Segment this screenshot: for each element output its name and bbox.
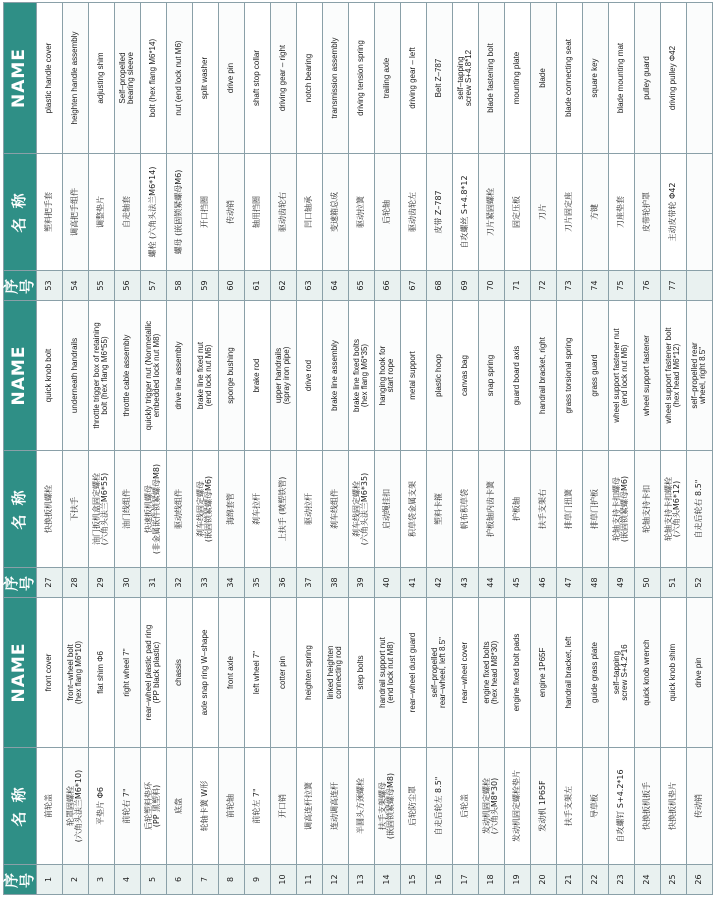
table-row	[62, 3, 88, 895]
part-name-cn: 轴用挡圈	[244, 154, 270, 271]
part-name-en: quick knob wrench	[634, 598, 660, 748]
parts-body	[36, 3, 712, 895]
part-number: 22	[582, 865, 608, 895]
part-number: 27	[36, 568, 62, 598]
part-name-cn: 轮罩固螺栓 (六角头法兰M6*10)	[62, 748, 88, 865]
part-name-cn: 前轮盖	[36, 748, 62, 865]
part-name-cn: 刹车线固定螺栓 (六角头法兰M6*35)	[348, 451, 374, 568]
part-number: 6	[166, 865, 192, 895]
part-number: 56	[114, 271, 140, 301]
part-name-cn: 皮带 Z–787	[426, 154, 452, 271]
part-name-cn: 后轮轴	[374, 154, 400, 271]
part-name-cn: 积草袋金属支架	[400, 451, 426, 568]
table-row	[348, 3, 374, 895]
part-name-en: blade fastening bolt	[478, 3, 504, 154]
part-number: 16	[426, 865, 452, 895]
part-name-cn: 前轮轴	[218, 748, 244, 865]
parts-table	[3, 2, 713, 895]
part-name-en: rear–wheel cover	[452, 598, 478, 748]
part-number: 61	[244, 271, 270, 301]
part-name-cn: 自走轴套	[114, 154, 140, 271]
part-name-en: quick knob bolt	[36, 301, 62, 451]
header-en: NAME	[4, 598, 37, 748]
part-name-en: grass guard	[582, 301, 608, 451]
table-row	[322, 3, 348, 895]
part-name-en: nut (end lock nut M6)	[166, 3, 192, 154]
part-number: 1	[36, 865, 62, 895]
part-name-en: brake line fixed nut (end lock nut M6)	[192, 301, 218, 451]
part-number: 21	[556, 865, 582, 895]
part-number: 55	[88, 271, 114, 301]
part-name-cn: 扶手支架左	[556, 748, 582, 865]
part-number: 24	[634, 865, 660, 895]
table-row	[140, 3, 166, 895]
part-name-cn: 刹车线组件	[322, 451, 348, 568]
part-name-en: wheel support fastener nut (end lock nut M6)	[608, 301, 634, 451]
part-number: 15	[400, 865, 426, 895]
part-number: 44	[478, 568, 504, 598]
part-number: 40	[374, 568, 400, 598]
part-name-cn: 调高把手组件	[62, 154, 88, 271]
part-name-en: front–wheel bolt (hex flang M6*10)	[62, 598, 88, 748]
header-no: 序号	[4, 865, 37, 895]
part-number: 13	[348, 865, 374, 895]
table-row	[608, 3, 634, 895]
part-name-cn: 自攻螺丝 S+4.8*12	[452, 154, 478, 271]
part-name-en: brake line assembly	[322, 301, 348, 451]
table-row	[244, 3, 270, 895]
part-name-en: heighten handle assembly	[62, 3, 88, 154]
part-name-en: self–tapping screw S+4.8*12	[452, 3, 478, 154]
part-name-en: adjusting shim	[88, 3, 114, 154]
part-name-cn: 后轮防尘罩	[400, 748, 426, 865]
part-number: 4	[114, 865, 140, 895]
part-number: 30	[114, 568, 140, 598]
part-name-en: engine fixed bolt pads	[504, 598, 530, 748]
table-row	[660, 3, 686, 895]
part-number: 49	[608, 568, 634, 598]
part-number: 18	[478, 865, 504, 895]
part-number: 54	[62, 271, 88, 301]
part-number: 32	[166, 568, 192, 598]
part-name-cn: 刀片	[530, 154, 556, 271]
part-number: 65	[348, 271, 374, 301]
part-name-en: front axle	[218, 598, 244, 748]
part-name-en: handrail support nut (end lock nut M8)	[374, 598, 400, 748]
part-name-cn: 开口挡圈	[192, 154, 218, 271]
part-name-en: right wheel 7"	[114, 598, 140, 748]
header-cn: 名 称	[4, 154, 37, 271]
part-number: 20	[530, 865, 556, 895]
table-row	[36, 3, 62, 895]
part-number: 69	[452, 271, 478, 301]
part-name-en: quickly trigger nut (Nonmetallic embedded lock nut M8)	[140, 301, 166, 451]
part-name-en: self–propelled rear wheel, right 8.5"	[686, 301, 712, 451]
part-name-en: cotter pin	[270, 598, 296, 748]
table-row	[530, 3, 556, 895]
part-number: 74	[582, 271, 608, 301]
part-number: 35	[244, 568, 270, 598]
part-name-cn: 螺母 (嵌固锁紧螺母M6)	[166, 154, 192, 271]
part-name-en: left wheel 7"	[244, 598, 270, 748]
part-name-en: snap spring	[478, 301, 504, 451]
part-name-cn: 主动皮带轮 Φ42	[660, 154, 686, 271]
table-row	[374, 3, 400, 895]
part-name-en: Self–propelled bearing sleeve	[114, 3, 140, 154]
part-name-en: bolt (hex flang M6*14)	[140, 3, 166, 154]
part-name-cn: 连动调高连杆	[322, 748, 348, 865]
part-name-en: transmission assembly	[322, 3, 348, 154]
part-name-cn: 排草门扭簧	[556, 451, 582, 568]
part-name-cn: 传动销	[218, 154, 244, 271]
part-number: 23	[608, 865, 634, 895]
part-name-cn: 扶手支架螺母 (嵌固锁紧螺母M8)	[374, 748, 400, 865]
part-name-cn: 油门线组件	[114, 451, 140, 568]
part-name-en: upper handrails (spray iron pipe)	[270, 301, 296, 451]
part-name-en: drive pin	[686, 598, 712, 748]
part-name-en: self–propelled rear–wheel, left 8.5"	[426, 598, 452, 748]
part-number: 9	[244, 865, 270, 895]
part-name-en: blade connecting seat	[556, 3, 582, 154]
part-name-en: trailing axle	[374, 3, 400, 154]
part-name-en: throttle cable assembly	[114, 301, 140, 451]
part-name-en: axle snap ring W–shape	[192, 598, 218, 748]
part-name-en: shaft stop collar	[244, 3, 270, 154]
part-number: 34	[218, 568, 244, 598]
part-number: 60	[218, 271, 244, 301]
part-name-en: blade	[530, 3, 556, 154]
part-name-cn: 调整垫片	[88, 154, 114, 271]
part-name-en: brake line fixed bolts (hex flang M6*35)	[348, 301, 374, 451]
part-number: 72	[530, 271, 556, 301]
table-row	[478, 3, 504, 895]
part-number: 38	[322, 568, 348, 598]
part-number: 50	[634, 568, 660, 598]
part-number: 64	[322, 271, 348, 301]
part-name-cn: 驱动拉簧	[348, 154, 374, 271]
part-name-en: brake rod	[244, 301, 270, 451]
part-number: 37	[296, 568, 322, 598]
part-number: 53	[36, 271, 62, 301]
part-name-cn: 后轮盖	[452, 748, 478, 865]
part-name-en: engine fixed bolts (hex head M8*30)	[478, 598, 504, 748]
part-number: 17	[452, 865, 478, 895]
table-row	[192, 3, 218, 895]
part-name-en: underneath handrails	[62, 301, 88, 451]
part-number: 8	[218, 865, 244, 895]
part-name-en: driving gear – left	[400, 3, 426, 154]
part-number: 43	[452, 568, 478, 598]
part-name-en: drive pin	[218, 3, 244, 154]
part-number: 51	[660, 568, 686, 598]
part-number: 47	[556, 568, 582, 598]
part-name-en: guide grass plate	[582, 598, 608, 748]
part-number: 28	[62, 568, 88, 598]
part-name-cn: 快速扳机螺母 (非金属嵌件锁紧螺母M8)	[140, 451, 166, 568]
header-row	[4, 3, 37, 895]
part-name-cn: 上扶手 (喷塑铁管)	[270, 451, 296, 568]
part-name-cn: 驱动线组件	[166, 451, 192, 568]
part-name-en: flat shim Φ6	[88, 598, 114, 748]
part-name-cn: 固定压板	[504, 154, 530, 271]
part-name-cn: 自走后轮左 8.5"	[426, 748, 452, 865]
part-number: 62	[270, 271, 296, 301]
part-number: 29	[88, 568, 114, 598]
part-name-en: heighten spring	[296, 598, 322, 748]
part-number: 52	[686, 568, 712, 598]
part-name-cn: 皮带轮护罩	[634, 154, 660, 271]
table-row	[270, 3, 296, 895]
part-name-cn: 自攻螺钉 S+4.2*16	[608, 748, 634, 865]
part-number: 77	[660, 271, 686, 301]
part-number: 66	[374, 271, 400, 301]
part-name-cn: 海绵套管	[218, 451, 244, 568]
part-number: 31	[140, 568, 166, 598]
part-name-en: drive rod	[296, 301, 322, 451]
part-number: 68	[426, 271, 452, 301]
part-name-en: driving tension spring	[348, 3, 374, 154]
part-name-en: guard board axis	[504, 301, 530, 451]
part-name-en: wheel support fastener	[634, 301, 660, 451]
part-number: 58	[166, 271, 192, 301]
part-name-cn: 自走后轮右 8.5"	[686, 451, 712, 568]
part-number: 7	[192, 865, 218, 895]
part-name-cn: 凹口轴承	[296, 154, 322, 271]
part-name-cn: 排草门护板	[582, 451, 608, 568]
table-row	[166, 3, 192, 895]
part-name-en: rear–wheel dust guard	[400, 598, 426, 748]
part-name-cn: 扶手支架右	[530, 451, 556, 568]
part-number: 73	[556, 271, 582, 301]
part-name-en: rear–wheel plastic pad ring (PP black plastic)	[140, 598, 166, 748]
empty-cell	[686, 271, 712, 301]
table-row	[218, 3, 244, 895]
part-name-cn: 发动机固定螺栓 (六角头M8*30)	[478, 748, 504, 865]
part-number: 70	[478, 271, 504, 301]
part-number: 46	[530, 568, 556, 598]
part-name-cn: 快换扳机螺栓	[36, 451, 62, 568]
empty-cell	[686, 3, 712, 154]
part-name-en: plastic hoop	[426, 301, 452, 451]
part-name-cn: 变速箱总成	[322, 154, 348, 271]
part-number: 67	[400, 271, 426, 301]
part-name-cn: 刀片固定座	[556, 154, 582, 271]
part-name-cn: 平垫片 Φ6	[88, 748, 114, 865]
part-name-cn: 塑料卡箍	[426, 451, 452, 568]
part-name-cn: 下扶手	[62, 451, 88, 568]
table-row	[400, 3, 426, 895]
part-name-cn: 刀片紧固螺栓	[478, 154, 504, 271]
part-number: 3	[88, 865, 114, 895]
part-number: 59	[192, 271, 218, 301]
part-name-en: driving pulley Φ42	[660, 3, 686, 154]
part-name-cn: 快换扳机垫片	[660, 748, 686, 865]
part-name-cn: 底盘	[166, 748, 192, 865]
part-name-en: square key	[582, 3, 608, 154]
part-name-en: metal support	[400, 301, 426, 451]
part-name-cn: 启动绳挂扣	[374, 451, 400, 568]
part-name-en: quick knob shim	[660, 598, 686, 748]
part-name-en: mounting plate	[504, 3, 530, 154]
part-number: 41	[400, 568, 426, 598]
part-name-cn: 帆布积草袋	[452, 451, 478, 568]
part-name-en: throttle trigger box of retaining bolt (hex flang M6*55)	[88, 301, 114, 451]
part-number: 48	[582, 568, 608, 598]
part-name-en: split washer	[192, 3, 218, 154]
part-number: 5	[140, 865, 166, 895]
part-name-en: Belt Z–787	[426, 3, 452, 154]
part-number: 2	[62, 865, 88, 895]
part-name-cn: 驱动齿轮右	[270, 154, 296, 271]
part-name-en: blade mounting mat	[608, 3, 634, 154]
table-row	[88, 3, 114, 895]
part-number: 75	[608, 271, 634, 301]
part-name-en: front cover	[36, 598, 62, 748]
part-name-en: linked heighten connecting rod	[322, 598, 348, 748]
part-name-en: self–tapping screw S+4.2*16	[608, 598, 634, 748]
header-no: 序号	[4, 271, 37, 301]
part-number: 10	[270, 865, 296, 895]
table-row	[296, 3, 322, 895]
part-name-cn: 方键	[582, 154, 608, 271]
part-name-en: notch bearing	[296, 3, 322, 154]
table-row	[114, 3, 140, 895]
part-name-cn: 后轮塑料垫环 (PP 黑塑料)	[140, 748, 166, 865]
part-number: 26	[686, 865, 712, 895]
part-number: 11	[296, 865, 322, 895]
table-row	[426, 3, 452, 895]
part-name-cn: 调高连杆拉簧	[296, 748, 322, 865]
part-name-en: engine 1P65F	[530, 598, 556, 748]
part-number: 14	[374, 865, 400, 895]
part-name-cn: 塑料把手套	[36, 154, 62, 271]
table-row	[686, 3, 712, 895]
part-name-en: driving gear – right	[270, 3, 296, 154]
part-name-cn: 轮轴支持卡扣	[634, 451, 660, 568]
part-name-cn: 驱动拉杆	[296, 451, 322, 568]
part-number: 63	[296, 271, 322, 301]
part-name-cn: 轮轴卡簧 W形	[192, 748, 218, 865]
part-name-cn: 半圆头方颈螺栓	[348, 748, 374, 865]
part-number: 19	[504, 865, 530, 895]
part-name-cn: 护板轴内齿卡簧	[478, 451, 504, 568]
part-name-cn: 发动机 1P65F	[530, 748, 556, 865]
part-name-en: handrail bracket, right	[530, 301, 556, 451]
part-name-cn: 快换扳机扳手	[634, 748, 660, 865]
header-no: 序号	[4, 568, 37, 598]
part-name-en: plastic handle cover	[36, 3, 62, 154]
part-number: 25	[660, 865, 686, 895]
part-name-en: hanging hook for start rope	[374, 301, 400, 451]
part-name-cn: 轮轴支持卡扣螺母 (嵌固锁紧螺母M6)	[608, 451, 634, 568]
part-name-en: pulley guard	[634, 3, 660, 154]
header-cn: 名 称	[4, 451, 37, 568]
part-name-cn: 刹车线固定螺母 (嵌固锁紧螺母M6)	[192, 451, 218, 568]
table-row	[582, 3, 608, 895]
part-number: 36	[270, 568, 296, 598]
header-en: NAME	[4, 3, 37, 154]
table-row	[556, 3, 582, 895]
part-name-en: handrail bracket, left	[556, 598, 582, 748]
part-number: 71	[504, 271, 530, 301]
part-name-cn: 刹车拉杆	[244, 451, 270, 568]
part-number: 42	[426, 568, 452, 598]
part-name-cn: 前轮左 7"	[244, 748, 270, 865]
part-number: 45	[504, 568, 530, 598]
part-name-en: step bolts	[348, 598, 374, 748]
part-name-cn: 驱动齿轮左	[400, 154, 426, 271]
table-row	[504, 3, 530, 895]
part-name-cn: 螺栓 (六角头法兰M6*14)	[140, 154, 166, 271]
part-name-cn: 前轮右 7"	[114, 748, 140, 865]
part-name-en: drive line assembly	[166, 301, 192, 451]
table-row	[634, 3, 660, 895]
empty-cell	[686, 154, 712, 271]
part-name-cn: 导草板	[582, 748, 608, 865]
part-number: 76	[634, 271, 660, 301]
part-name-cn: 发动机固定螺栓垫片	[504, 748, 530, 865]
part-number: 57	[140, 271, 166, 301]
part-name-en: wheel support fastener bolt (hex head M6*12)	[660, 301, 686, 451]
part-name-en: grass torsional spring	[556, 301, 582, 451]
header-cn: 名 称	[4, 748, 37, 865]
table-row	[452, 3, 478, 895]
part-number: 39	[348, 568, 374, 598]
part-name-en: chassis	[166, 598, 192, 748]
part-name-cn: 开口销	[270, 748, 296, 865]
part-name-cn: 油门扳机盒固定螺栓 (六角头法兰M6*55)	[88, 451, 114, 568]
part-name-en: canvas bag	[452, 301, 478, 451]
part-number: 12	[322, 865, 348, 895]
part-name-cn: 传动销	[686, 748, 712, 865]
header-en: NAME	[4, 301, 37, 451]
part-name-en: sponge bushing	[218, 301, 244, 451]
part-name-cn: 刀座垫套	[608, 154, 634, 271]
part-name-cn: 轮轴支持卡扣螺栓 (六角头M6*12)	[660, 451, 686, 568]
part-number: 33	[192, 568, 218, 598]
part-name-cn: 护板轴	[504, 451, 530, 568]
